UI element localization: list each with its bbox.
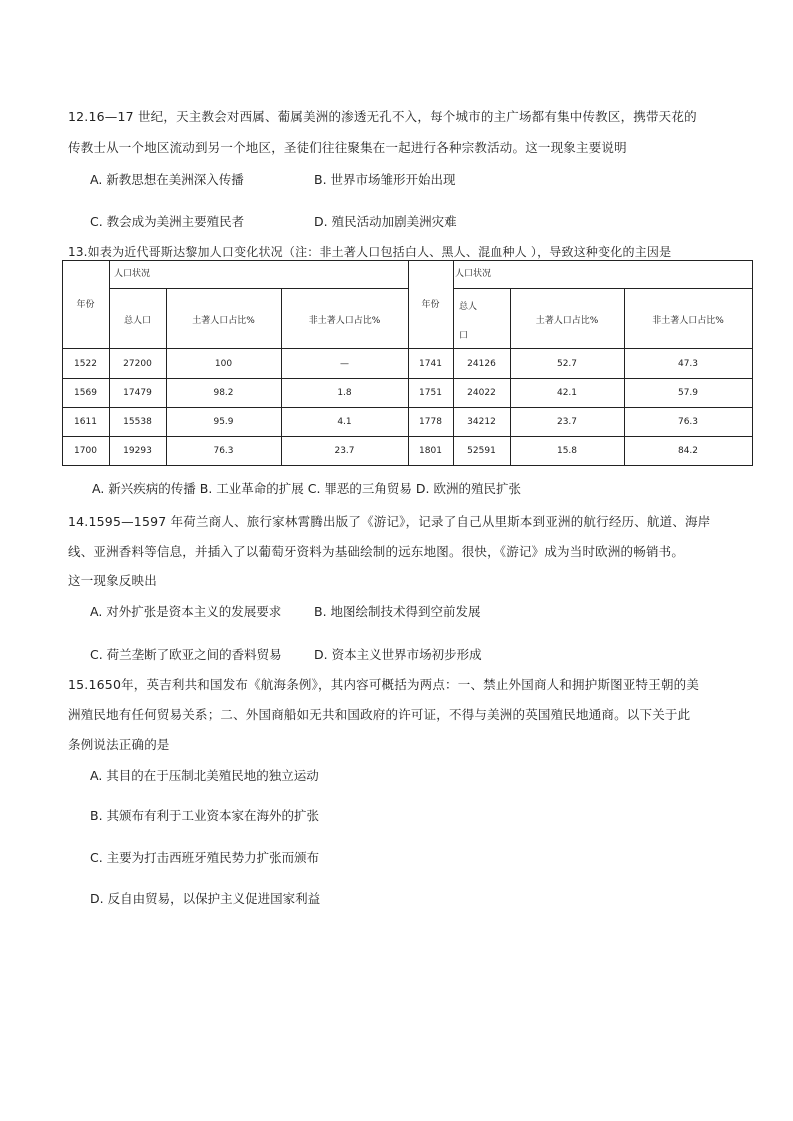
q15-stem-line2: 洲殖民地有任何贸易关系；二、外国商船如无共和国政府的许可证，不得与美洲的英国殖民地通商。以下关于此: [68, 707, 691, 722]
table-cell: 15538: [123, 417, 152, 427]
nonnative-header-right: 非土著人口占比%: [652, 316, 724, 326]
q13-stem-line1: 13.如表为近代哥斯达黎加人口变化状况（注：非土著人口包括白人、黑人、混血种人 ），导致这种变化的主因是: [68, 245, 672, 259]
pop-header-right: 人口状况: [455, 269, 492, 279]
year-header-left: 年份: [76, 300, 95, 310]
q12-option-b: B. 世界市场雏形开始出现: [314, 172, 456, 187]
table-cell: 34212: [467, 417, 496, 427]
table-cell: 1751: [419, 388, 442, 398]
q15-option-c: C. 主要为打击西班牙殖民势力扩张而颁布: [90, 850, 320, 865]
q13-options: A. 新兴疾病的传播 B. 工业革命的扩展 C. 罪恶的三角贸易 D. 欧洲的殖民扩张: [92, 481, 521, 496]
table-cell: 1801: [419, 446, 442, 456]
table-cell: 27200: [123, 359, 152, 369]
q14-stem-line1: 14.1595—1597 年荷兰商人、旅行家林霄腾出版了《游记》，记录了自己从里斯本到亚洲的航行经历、航道、海岸: [68, 514, 711, 529]
table-cell: 15.8: [556, 446, 578, 456]
table-cell: 98.2: [213, 388, 234, 398]
nonnative-header-left: 非土著人口占比%: [308, 316, 381, 326]
table-cell: 95.9: [213, 417, 234, 427]
q12-stem-line1: 12.16—17 世纪，天主教会对西属、葡属美洲的渗透无孔不入，每个城市的主广场都有集中传教区，携带天花的: [68, 109, 697, 124]
q12-stem-line2: 传教士从一个地区流动到另一个地区，圣徒们往往聚集在一起进行各种宗教活动。这一现象主要说明: [68, 140, 627, 155]
q15-option-a: A. 其目的在于压制北美殖民地的独立运动: [90, 768, 319, 783]
table-cell: 47.3: [677, 359, 699, 369]
year-header-right: 年份: [421, 300, 440, 310]
table-cell: —: [340, 359, 349, 369]
table-cell: 76.3: [677, 417, 699, 427]
table-cell: 23.7: [334, 446, 355, 456]
q12-option-c: C. 教会成为美洲主要殖民者: [90, 214, 245, 229]
table-cell: 23.7: [556, 417, 578, 427]
table-cell: 100: [214, 359, 233, 369]
q15-option-b: B. 其颁布有利于工业资本家在海外的扩张: [90, 808, 320, 823]
table-cell: 19293: [123, 446, 152, 456]
table-cell: 84.2: [677, 446, 699, 456]
table-cell: 1522: [74, 359, 97, 369]
population-table: [62, 260, 753, 466]
total-header-left: 总人口: [123, 316, 151, 326]
table-cell: 1700: [74, 446, 97, 456]
q14-option-d: D. 资本主义世界市场初步形成: [314, 647, 482, 662]
q15-stem-line1: 15.1650年，英吉利共和国发布《航海条例》，其内容可概括为两点：一、禁止外国商人和拥护斯图亚特王朝的美: [68, 677, 700, 692]
pop-header-left: 人口状况: [114, 269, 151, 279]
table-cell: 24022: [467, 388, 496, 398]
table-cell: 17479: [123, 388, 152, 398]
table-cell: 42.1: [556, 388, 578, 398]
q14-stem-line3: 这一现象反映出: [68, 573, 157, 588]
total-header-right-b: 口: [459, 331, 469, 341]
table-cell: 76.3: [213, 446, 234, 456]
table-cell: 24126: [467, 359, 496, 369]
table-cell: 52.7: [556, 359, 578, 369]
table-cell: 52591: [467, 446, 496, 456]
total-header-right-a: 总人: [459, 302, 478, 312]
q14-stem-line2: 线、亚洲香料等信息，并插入了以葡萄牙资料为基础绘制的远东地图。很快，《游记》成为当时欧洲的畅销书。: [68, 544, 685, 559]
q14-option-b: B. 地图绘制技术得到空前发展: [314, 604, 481, 619]
q12-option-d: D. 殖民活动加剧美洲灾难: [314, 214, 457, 229]
table-cell: 1778: [419, 417, 442, 427]
native-header-right: 土著人口占比%: [535, 316, 599, 326]
table-cell: 57.9: [677, 388, 699, 398]
q12-option-a: A. 新教思想在美洲深入传播: [90, 172, 244, 187]
table-cell: 1611: [74, 417, 97, 427]
q15-stem-line3: 条例说法正确的是: [68, 737, 170, 752]
table-cell: 1741: [419, 359, 442, 369]
q14-option-c: C. 荷兰垄断了欧亚之间的香料贸易: [90, 647, 282, 662]
native-header-left: 土著人口占比%: [192, 316, 255, 326]
q15-option-d: D. 反自由贸易，以保护主义促进国家利益: [90, 891, 321, 906]
table-cell: 4.1: [337, 417, 352, 427]
table-cell: 1.8: [337, 388, 352, 398]
table-cell: 1569: [74, 388, 97, 398]
q14-option-a: A. 对外扩张是资本主义的发展要求: [90, 604, 282, 619]
